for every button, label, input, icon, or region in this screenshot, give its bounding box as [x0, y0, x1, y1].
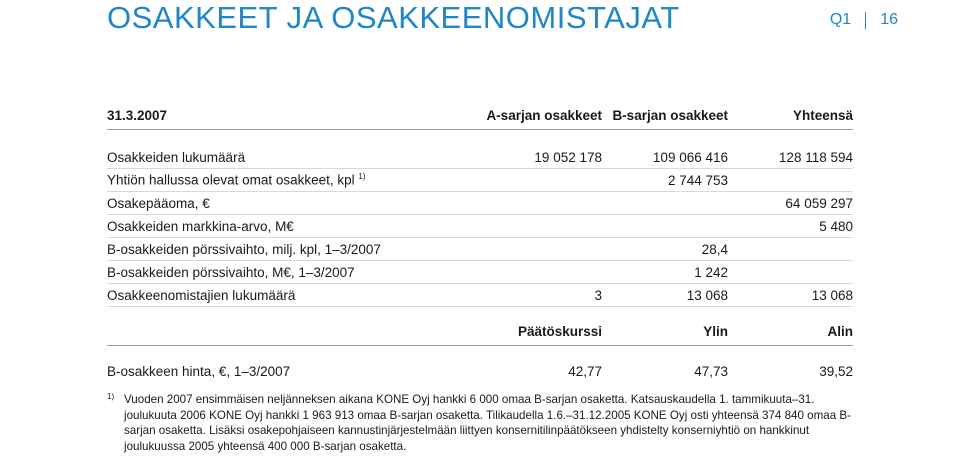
closing-price-header: Päätöskurssi: [477, 317, 602, 346]
b-series-value-text: 13 068: [686, 287, 728, 303]
a-series-value: [477, 146, 602, 169]
table-row: [107, 215, 853, 238]
row-label: [107, 215, 477, 238]
quarter-label: Q1: [829, 11, 852, 28]
b-series-value-text: 28,4: [701, 241, 728, 257]
b-series-value-text: 1 242: [694, 264, 728, 280]
page-indicator: [830, 11, 898, 29]
a-series-value-text: 19 052 178: [534, 149, 602, 165]
a-series-value: [477, 192, 602, 215]
a-series-header: A-sarjan osakkeet: [477, 101, 602, 130]
a-series-value: [477, 238, 602, 261]
total-value: [728, 261, 853, 284]
price-row: [107, 360, 853, 382]
pager-divider: [865, 12, 866, 29]
total-value-text: 128 118 594: [778, 149, 853, 165]
b-series-value-text: 2 744 753: [667, 172, 728, 188]
high-value: 47,73: [694, 363, 728, 379]
low-header: Alin: [728, 317, 853, 346]
row-label-text: B-osakkeiden pörssivaihto, milj. kpl, 1–3/2007: [107, 241, 381, 257]
total-value: [728, 169, 853, 192]
row-label-text: Osakkeenomistajien lukumäärä: [107, 287, 296, 303]
table-row: [107, 146, 853, 169]
shares-table-header: [107, 101, 853, 130]
price-row-label: B-osakkeen hinta, €, 1–3/2007: [107, 363, 291, 379]
row-label: [107, 169, 477, 192]
table-row: [107, 169, 853, 192]
b-series-header: B-sarjan osakkeet: [602, 101, 728, 130]
row-label: [107, 146, 477, 169]
b-series-value: [602, 284, 728, 307]
row-label-text: Osakepääoma, €: [107, 195, 210, 211]
b-series-value: [602, 238, 728, 261]
total-value: [728, 192, 853, 215]
total-value-text: 13 068: [811, 287, 853, 303]
total-value: [728, 215, 853, 238]
b-series-value: [602, 261, 728, 284]
footnote-reference: 1): [358, 172, 366, 182]
row-label: [107, 284, 477, 307]
a-series-value: [477, 284, 602, 307]
total-value: [728, 284, 853, 307]
b-series-value: [602, 169, 728, 192]
shares-table: [107, 101, 853, 307]
page-number: 16: [880, 11, 898, 28]
row-label: [107, 192, 477, 215]
footnote-text: Vuoden 2007 ensimmäisen neljänneksen aikana KONE Oyj hankki 6 000 omaa B-sarjan osaketta. Katsauskaudella 1. tammikuuta–31. joulukuuta 2006 KONE Oyj hankki 1 963 913 omaa B-sarjan osaketta. Tilikaudella 1.6.–31.12.2005 KONE Oyj osti yhteensä 374 840 omaa B-sarjan osaketta. Lisäksi osakepohjaiseen kannustinjärjestelmään liittyen konsernitilinpäätökseen yhdistelty konserniyhtiö on hankkinut joulukuussa 2005 yhteensä 400 000 B-sarjan osaketta.: [124, 393, 851, 453]
table-row: [107, 261, 853, 284]
footnote-mark: 1): [107, 392, 115, 401]
page-title: OSAKKEET JA OSAKKEENOMISTAJAT: [107, 0, 680, 35]
price-table: [107, 317, 853, 382]
b-series-value: [602, 215, 728, 238]
table-row: [107, 192, 853, 215]
a-series-value: [477, 261, 602, 284]
total-value-text: 5 480: [819, 218, 853, 234]
date-header: 31.3.2007: [107, 101, 477, 130]
price-table-header: [107, 317, 853, 346]
total-value-text: 64 059 297: [785, 195, 853, 211]
closing-price-value: 42,77: [568, 363, 602, 379]
a-series-value-text: 3: [594, 287, 602, 303]
row-label-text: Yhtiön hallussa olevat omat osakkeet, kpl: [107, 172, 355, 188]
table-row: [107, 284, 853, 307]
footnote: [107, 392, 867, 454]
total-header: Yhteensä: [728, 101, 853, 130]
row-label: [107, 261, 477, 284]
a-series-value: [477, 169, 602, 192]
row-label: [107, 238, 477, 261]
b-series-value: [602, 192, 728, 215]
b-series-value-text: 109 066 416: [652, 149, 728, 165]
a-series-value: [477, 215, 602, 238]
total-value: [728, 238, 853, 261]
row-label-text: Osakkeiden markkina-arvo, M€: [107, 218, 294, 234]
total-value: [728, 146, 853, 169]
b-series-value: [602, 146, 728, 169]
row-label-text: Osakkeiden lukumäärä: [107, 149, 246, 165]
high-header: Ylin: [602, 317, 728, 346]
low-value: 39,52: [819, 363, 853, 379]
table-row: [107, 238, 853, 261]
row-label-text: B-osakkeiden pörssivaihto, M€, 1–3/2007: [107, 264, 355, 280]
